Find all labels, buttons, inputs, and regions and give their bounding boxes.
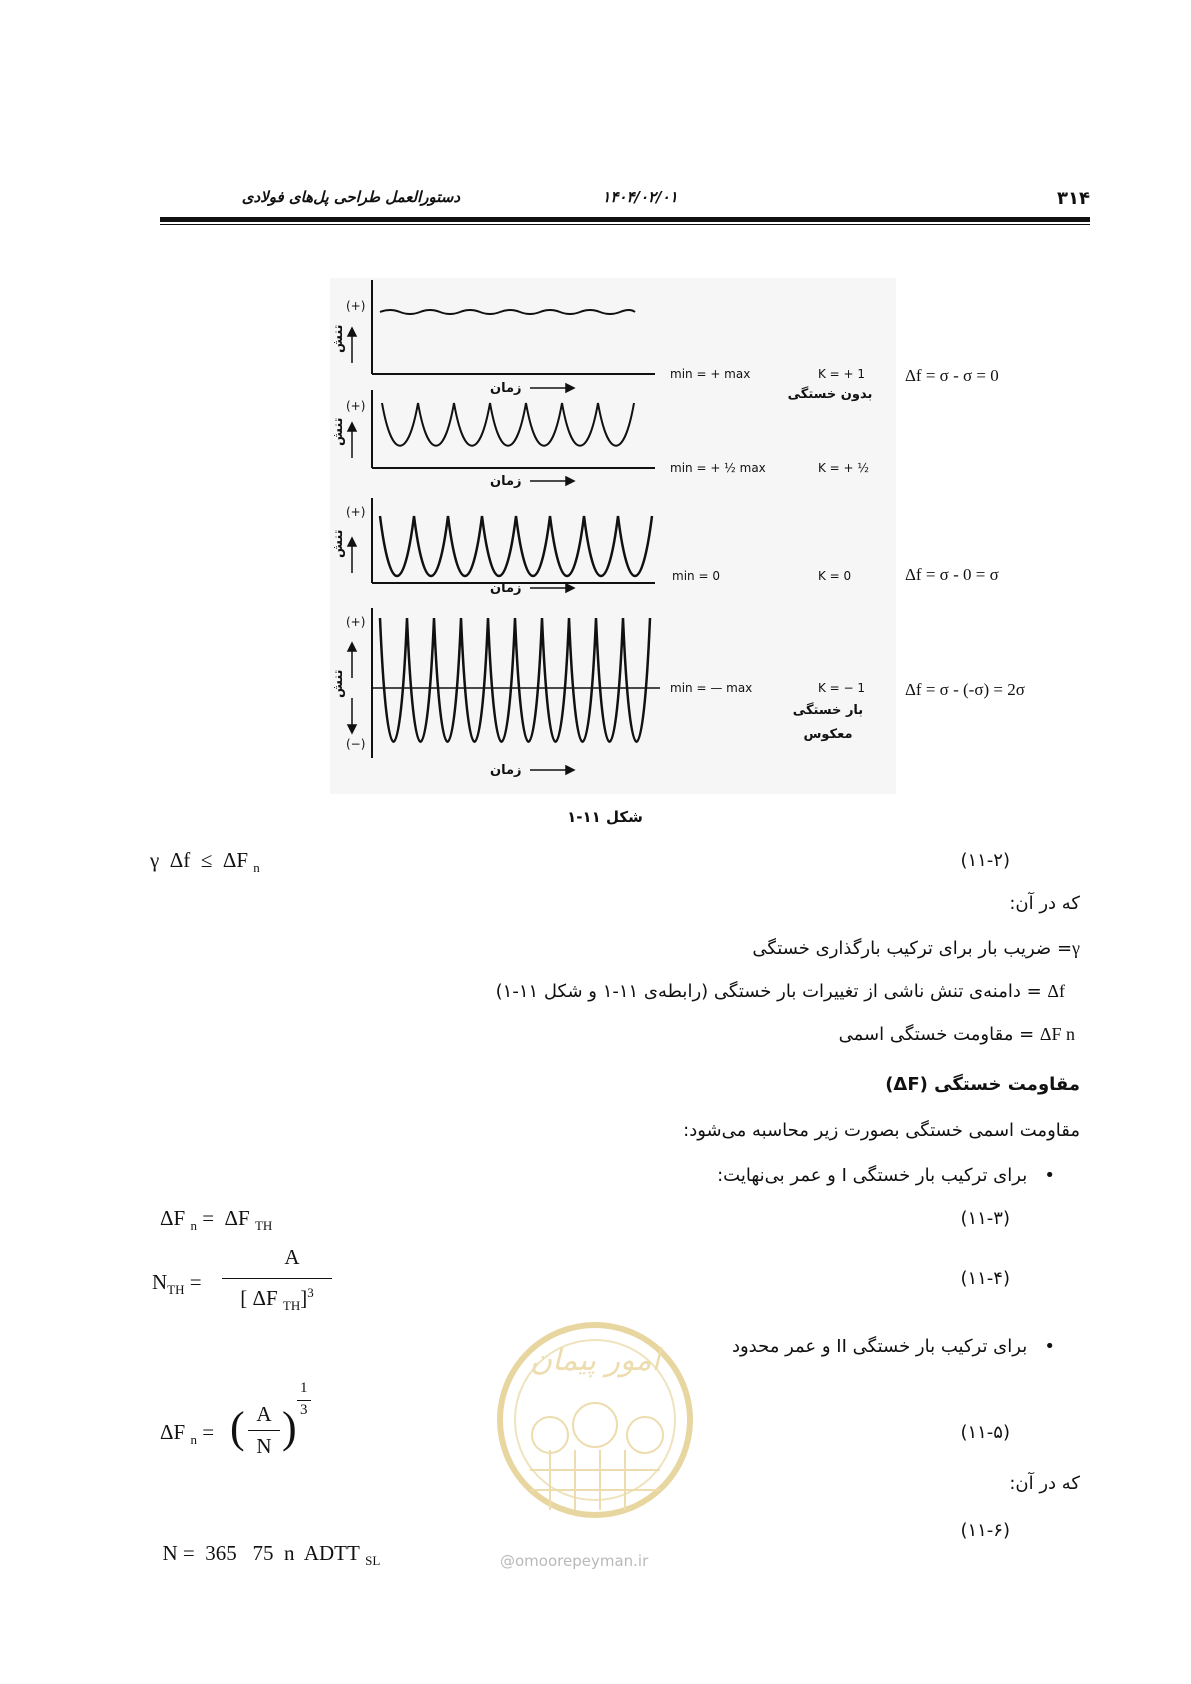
bullet-dot: • [1027, 1336, 1055, 1357]
stress-label-4: تنش [331, 669, 346, 698]
header-date: ۱۴۰۴/۰۲/۰۱ [602, 188, 678, 206]
min-label-1: min = + max [670, 367, 751, 381]
bullet-dot: • [1027, 1165, 1055, 1186]
definition-symbol: ΔF n [1039, 1024, 1075, 1044]
time-label-3: زمان [490, 581, 522, 596]
plus-label-3: (+) [346, 505, 366, 519]
where-label-1: که در آن: [1009, 893, 1080, 914]
panel4-wave [380, 618, 650, 742]
k-label-3: K = 0 [818, 569, 852, 583]
definition-symbol: γ [1072, 938, 1080, 958]
plus-label-1: (+) [346, 299, 366, 313]
panel3-wave [380, 516, 652, 576]
omoorepeyman-logo-icon [490, 1310, 700, 1540]
k-label-4: K = − 1 [818, 681, 866, 695]
reversed-note-1: بار خستگی [792, 703, 864, 718]
equation-11-3: ΔF $_n$ = ΔF $_{TH}$ [160, 1206, 273, 1234]
min-label-4: min = — max [670, 681, 753, 695]
plus-label-4: (+) [346, 615, 366, 629]
bullet-fatigue-ii: • برای ترکیب بار خستگی II و عمر محدود [731, 1336, 1055, 1357]
watermark-text: @omoorepeyman.ir [500, 1552, 649, 1570]
reversed-note-2: معکوس [803, 727, 853, 742]
no-fatigue-note: بدون خستگی [787, 387, 873, 402]
min-label-2: min = + ½ max [670, 461, 766, 475]
stress-label-1: تنش [331, 324, 346, 353]
min-label-3: min = 0 [672, 569, 720, 583]
definition-delta-f: Δf = دامنه‌ی تنش ناشی از تغییرات بار خستگی (رابطه‌ی ۱۱-۱ و شکل ۱۱-۱) [495, 981, 1065, 1002]
intro-text: مقاومت اسمی خستگی بصورت زیر محاسبه می‌شود: [683, 1120, 1080, 1141]
time-label-4: زمان [490, 763, 522, 778]
definition-gamma: γ= ضریب بار برای ترکیب بارگذاری خستگی [752, 938, 1080, 959]
stress-label-3: تنش [331, 529, 346, 558]
definition-fatigue-resistance: ΔF n = مقاومت خستگی اسمی [838, 1024, 1075, 1045]
header-rule [160, 217, 1090, 222]
equation-number-11-6: (۱۱-۶) [960, 1520, 1010, 1541]
bullet-fatigue-i: • برای ترکیب بار خستگی I و عمر بی‌نهایت: [717, 1165, 1055, 1186]
equation-11-5: ΔF $_n$ = ( A N ) 1 3 [160, 1380, 360, 1480]
time-label-1: زمان [490, 381, 522, 396]
section-title: مقاومت خستگی (ΔF) [885, 1074, 1080, 1095]
plus-label-2: (+) [346, 399, 366, 413]
page-number: ۳۱۴ [1057, 188, 1090, 209]
delta-f-row3: Δf = σ - 0 = σ [905, 565, 999, 584]
minus-label-4: (−) [346, 737, 366, 751]
delta-f-row4: Δf = σ - (-σ) = 2σ [905, 680, 1025, 699]
k-label-2: K = + ½ [818, 461, 870, 475]
definition-symbol: Δf [1047, 981, 1065, 1001]
equation-11-2: γ Δf ≤ ΔF $_n$ [150, 848, 260, 876]
k-label-1: K = + 1 [818, 367, 866, 381]
panel2-wave [382, 403, 634, 446]
equation-11-4: $N_{TH}$ = A [ ΔF $_{TH}$]$^3$ [152, 1245, 332, 1320]
stress-time-diagram [330, 278, 896, 794]
header-rule-thin [160, 224, 1090, 225]
where-label-2: که در آن: [1009, 1473, 1080, 1494]
time-label-2: زمان [490, 474, 522, 489]
equation-number-11-5: (۱۱-۵) [960, 1422, 1010, 1443]
equation-number-11-2: (۱۱-۲) [960, 850, 1010, 871]
fatigue-stress-figure [330, 278, 896, 794]
stress-label-2: تنش [331, 417, 346, 446]
header-title: دستورالعمل طراحی پل‌های فولادی [241, 188, 460, 206]
delta-f-row1: Δf = σ - σ = 0 [905, 366, 999, 385]
panel1-wave [380, 310, 635, 314]
equation-11-6: N = 365 75 n ADTT $_{SL}$ [162, 1541, 381, 1569]
equation-number-11-3: (۱۱-۳) [960, 1208, 1010, 1229]
watermark-logo [490, 1310, 700, 1540]
equation-number-11-4: (۱۱-۴) [960, 1268, 1010, 1289]
watermark-logo-text: امور پیمان [530, 1343, 660, 1378]
figure-caption: شکل ۱۱-۱ [567, 808, 643, 826]
